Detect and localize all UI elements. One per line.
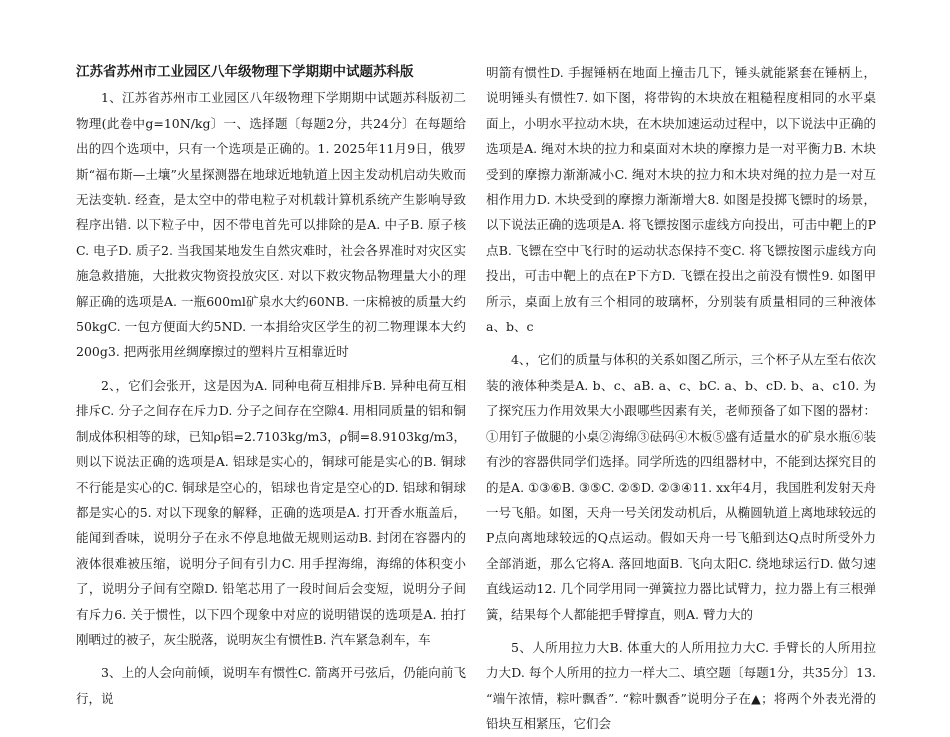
- left-column: [76, 60, 466, 711]
- paragraph-4: 4、，它们的质量与体积的关系如图乙所示，三个杯子从左至右依次装的液体种类是A. b、c、aB. a、c、bC. a、b、cD. b、a、c10. 为了探究压力作用效果大小跟哪些因素有关，老师预备了如下图的器材：①用钉子做腿的小桌②海绵③砝码④木板⑤盛有适量水的矿泉水瓶⑥装有沙的容器供同学们选择。同学所选的四组器材中，不能到达探究目的的是A. ①③⑥B. ③⑤C. ②⑤D. ②③④11. xx年4月，我国胜利发射天舟一号飞船。如图，天舟一号关闭发动机后，从椭圆轨道上离地球较远的P点向离地球较远的Q点运动。假如天舟一号飞船到达Q点时所受外力全部消逝，那么它将A. 落回地面B. 飞向太阳C. 绕地球运行D. 做匀速直线运动12. 几个同学用同一弹簧拉力器比试臂力，拉力器上有三根弹簧，结果每个人都能把手臂撑直，则A. 臂力大的: [486, 352, 876, 622]
- paragraph-3: 3、上的人会向前倾，说明车有惯性C. 箭离开弓弦后，仍能向前飞行，说: [76, 665, 466, 706]
- paragraph-3-continued: 明箭有惯性D. 手握锤柄在地面上撞击几下，锤头就能紧套在锤柄上，说明锤头有惯性7. 如下图，将带钩的木块放在粗糙程度相同的水平桌面上，小明水平拉动木块，在木块加速运动过程中，以下说法中正确的选项是A. 绳对木块的拉力和桌面对木块的摩擦力是一对平衡力B. 木块受到的摩擦力渐渐减小C. 绳对木块的拉力和木块对绳的拉力是一对互相作用力D. 木块受到的摩擦力渐渐增大8. 如图是投掷飞镖时的场景，以下说法正确的选项是A. 将飞镖按图示虚线方向投出，可击中靶上的P点B. 飞镖在空中飞行时的运动状态保持不变C. 将飞镖按图示虚线方向投出，可击中靶上的点在P下方D. 飞镖在投出之前没有惯性9. 如图甲所示，桌面上放有三个相同的玻璃杯，分别装有质量相同的三种液体a、b、c: [486, 65, 876, 335]
- document-title: 江苏省苏州市工业园区八年级物理下学期期中试题苏科版: [76, 64, 414, 80]
- paragraph-1: 1、江苏省苏州市工业园区八年级物理下学期期中试题苏科版初二物理(此卷中g=10N/kg〕一、选择题〔每题2分，共24分〕在每题给出的四个选项中，只有一个选项是正确的。1. 2025年11月9日，俄罗斯“福布斯—土壤”火星探测器在地球近地轨道上因主发动机启动失败而无法变轨. 经查，是太空中的带电粒子对机载计算机系统产生影响导致程序出错. 以下粒子中，因不带电首先可以排除的是A. 中子B. 原子核C. 电子D. 质子2. 当我国某地发生自然灾难时，社会各界准时对灾区实施急救措施，大批救灾物资投放灾区. 对以下救灾物品物理量大小的理解正确的选项是A. 一瓶600ml矿泉水大约60NB. 一床棉被的质量大约50kgC. 一包方便面大约5ND. 一本捐给灾区学生的初二物理课本大约200g3. 把两张用丝绸摩擦过的塑料片互相靠近时: [76, 90, 466, 360]
- right-column: [486, 60, 876, 737]
- paragraph-5: 5、人所用拉力大B. 体重大的人所用拉力大C. 手臂长的人所用拉力大D. 每个人所用的拉力一样大二、填空题〔每题1分，共35分〕13. “端午浓情，粽叶飘香”. “粽叶飘香”说明分子在▲；将两个外表光滑的铅块互相紧压，它们会: [486, 639, 876, 732]
- paragraph-2: 2、，它们会张开，这是因为A. 同种电荷互相排斥B. 异种电荷互相排斥C. 分子之间存在斥力D. 分子之间存在空隙4. 用相同质量的铝和铜制成体积相等的球，已知ρ铝=2.7103kg/m3，ρ铜=8.9103kg/m3，则以下说法正确的选项是A. 铝球是实心的，铜球可能是实心的B. 铜球不行能是实心的C. 铜球是空心的，铝球也肯定是空心的D. 铝球和铜球都是实心的5. 对以下现象的解释，正确的选项是A. 打开香水瓶盖后，能闻到香味，说明分子在永不停息地做无规则运动B. 封闭在容器内的液体很难被压缩，说明分子间有引力C. 用手捏海绵，海绵的体积变小了，说明分子间有空隙D. 铅笔芯用了一段时间后会变短，说明分子间有斥力6. 关于惯性，以下四个现象中对应的说明错误的选项是A. 拍打刚晒过的被子，灰尘脱落，说明灰尘有惯性B. 汽车紧急刹车，车: [76, 377, 466, 647]
